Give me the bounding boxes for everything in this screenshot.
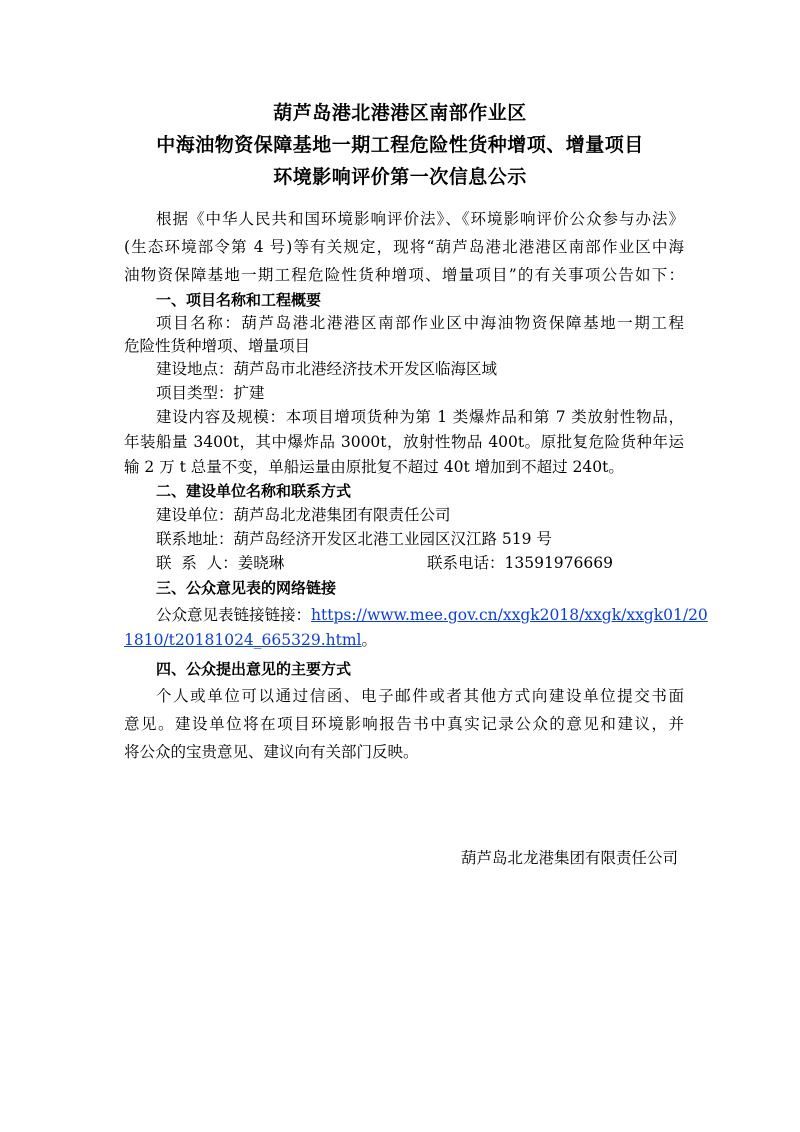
construction-unit: 建设单位：葫芦岛北龙港集团有限责任公司 <box>156 506 451 524</box>
section1-heading: 一、项目名称和工程概要 <box>156 291 322 309</box>
title-line-2: 中海油物资保障基地一期工程危险性货种增项、增量项目 <box>156 134 644 156</box>
opinion-form-link-continued[interactable]: 1810/t20181024_665329.html <box>124 631 362 649</box>
section3-heading: 三、公众意见表的网络链接 <box>156 579 337 597</box>
opinion-method-line-2: 意见。建设单位将在项目环境影响报告书中真实记录公众的意见和建议，并 <box>124 715 684 733</box>
link-line-1 <box>156 603 708 627</box>
intro-line-2: (生态环境部令第 4 号)等有关规定，现将“葫芦岛港北港港区南部作业区中海 <box>124 238 684 256</box>
project-name-line-1: 项目名称：葫芦岛港北港港区南部作业区中海油物资保障基地一期工程 <box>156 314 684 332</box>
link-prefix: 公众意见表链接链接： <box>156 606 312 624</box>
title-line-3: 环境影响评价第一次信息公示 <box>273 166 527 188</box>
contact-person: 联 系 人：姜晓琳 <box>156 554 285 572</box>
intro-line-3: 油物资保障基地一期工程危险性货种增项、增量项目”的有关事项公告如下： <box>124 266 684 284</box>
title-line-1: 葫芦岛港北港港区南部作业区 <box>273 102 527 124</box>
opinion-form-link[interactable]: https://www.mee.gov.cn/xxgk2018/xxgk/xxgk01/20 <box>311 606 708 624</box>
project-scope-line-1: 建设内容及规模：本项目增项货种为第 1 类爆炸品和第 7 类放射性物品， <box>156 408 684 426</box>
project-location: 建设地点：葫芦岛市北港经济技术开发区临海区域 <box>156 360 498 378</box>
project-type: 项目类型：扩建 <box>156 384 265 402</box>
section2-heading: 二、建设单位名称和联系方式 <box>156 482 352 500</box>
intro-line-1: 根据《中华人民共和国环境影响评价法》、《环境影响评价公众参与办法》 <box>156 210 684 228</box>
signature-company: 葫芦岛北龙港集团有限责任公司 <box>460 849 678 867</box>
project-scope-line-3: 输 2 万 t 总量不变，单船运量由原批复不超过 40t 增加到不超过 240t。 <box>124 458 624 476</box>
opinion-method-line-3: 将公众的宝贵意见、建议向有关部门反映。 <box>124 743 419 761</box>
contact-phone: 联系电话：13591976669 <box>427 554 613 572</box>
contact-address: 联系地址：葫芦岛经济开发区北港工业园区汉江路 519 号 <box>156 530 552 548</box>
link-line-2 <box>124 628 684 652</box>
project-name-line-2: 危险性货种增项、增量项目 <box>124 337 311 355</box>
link-suffix: 。 <box>361 631 378 649</box>
project-scope-line-2: 年装船量 3400t，其中爆炸品 3000t，放射性物品 400t。原批复危险货种年运 <box>124 433 684 451</box>
opinion-method-line-1: 个人或单位可以通过信函、电子邮件或者其他方式向建设单位提交书面 <box>156 687 684 705</box>
section4-heading: 四、公众提出意见的主要方式 <box>156 660 352 678</box>
